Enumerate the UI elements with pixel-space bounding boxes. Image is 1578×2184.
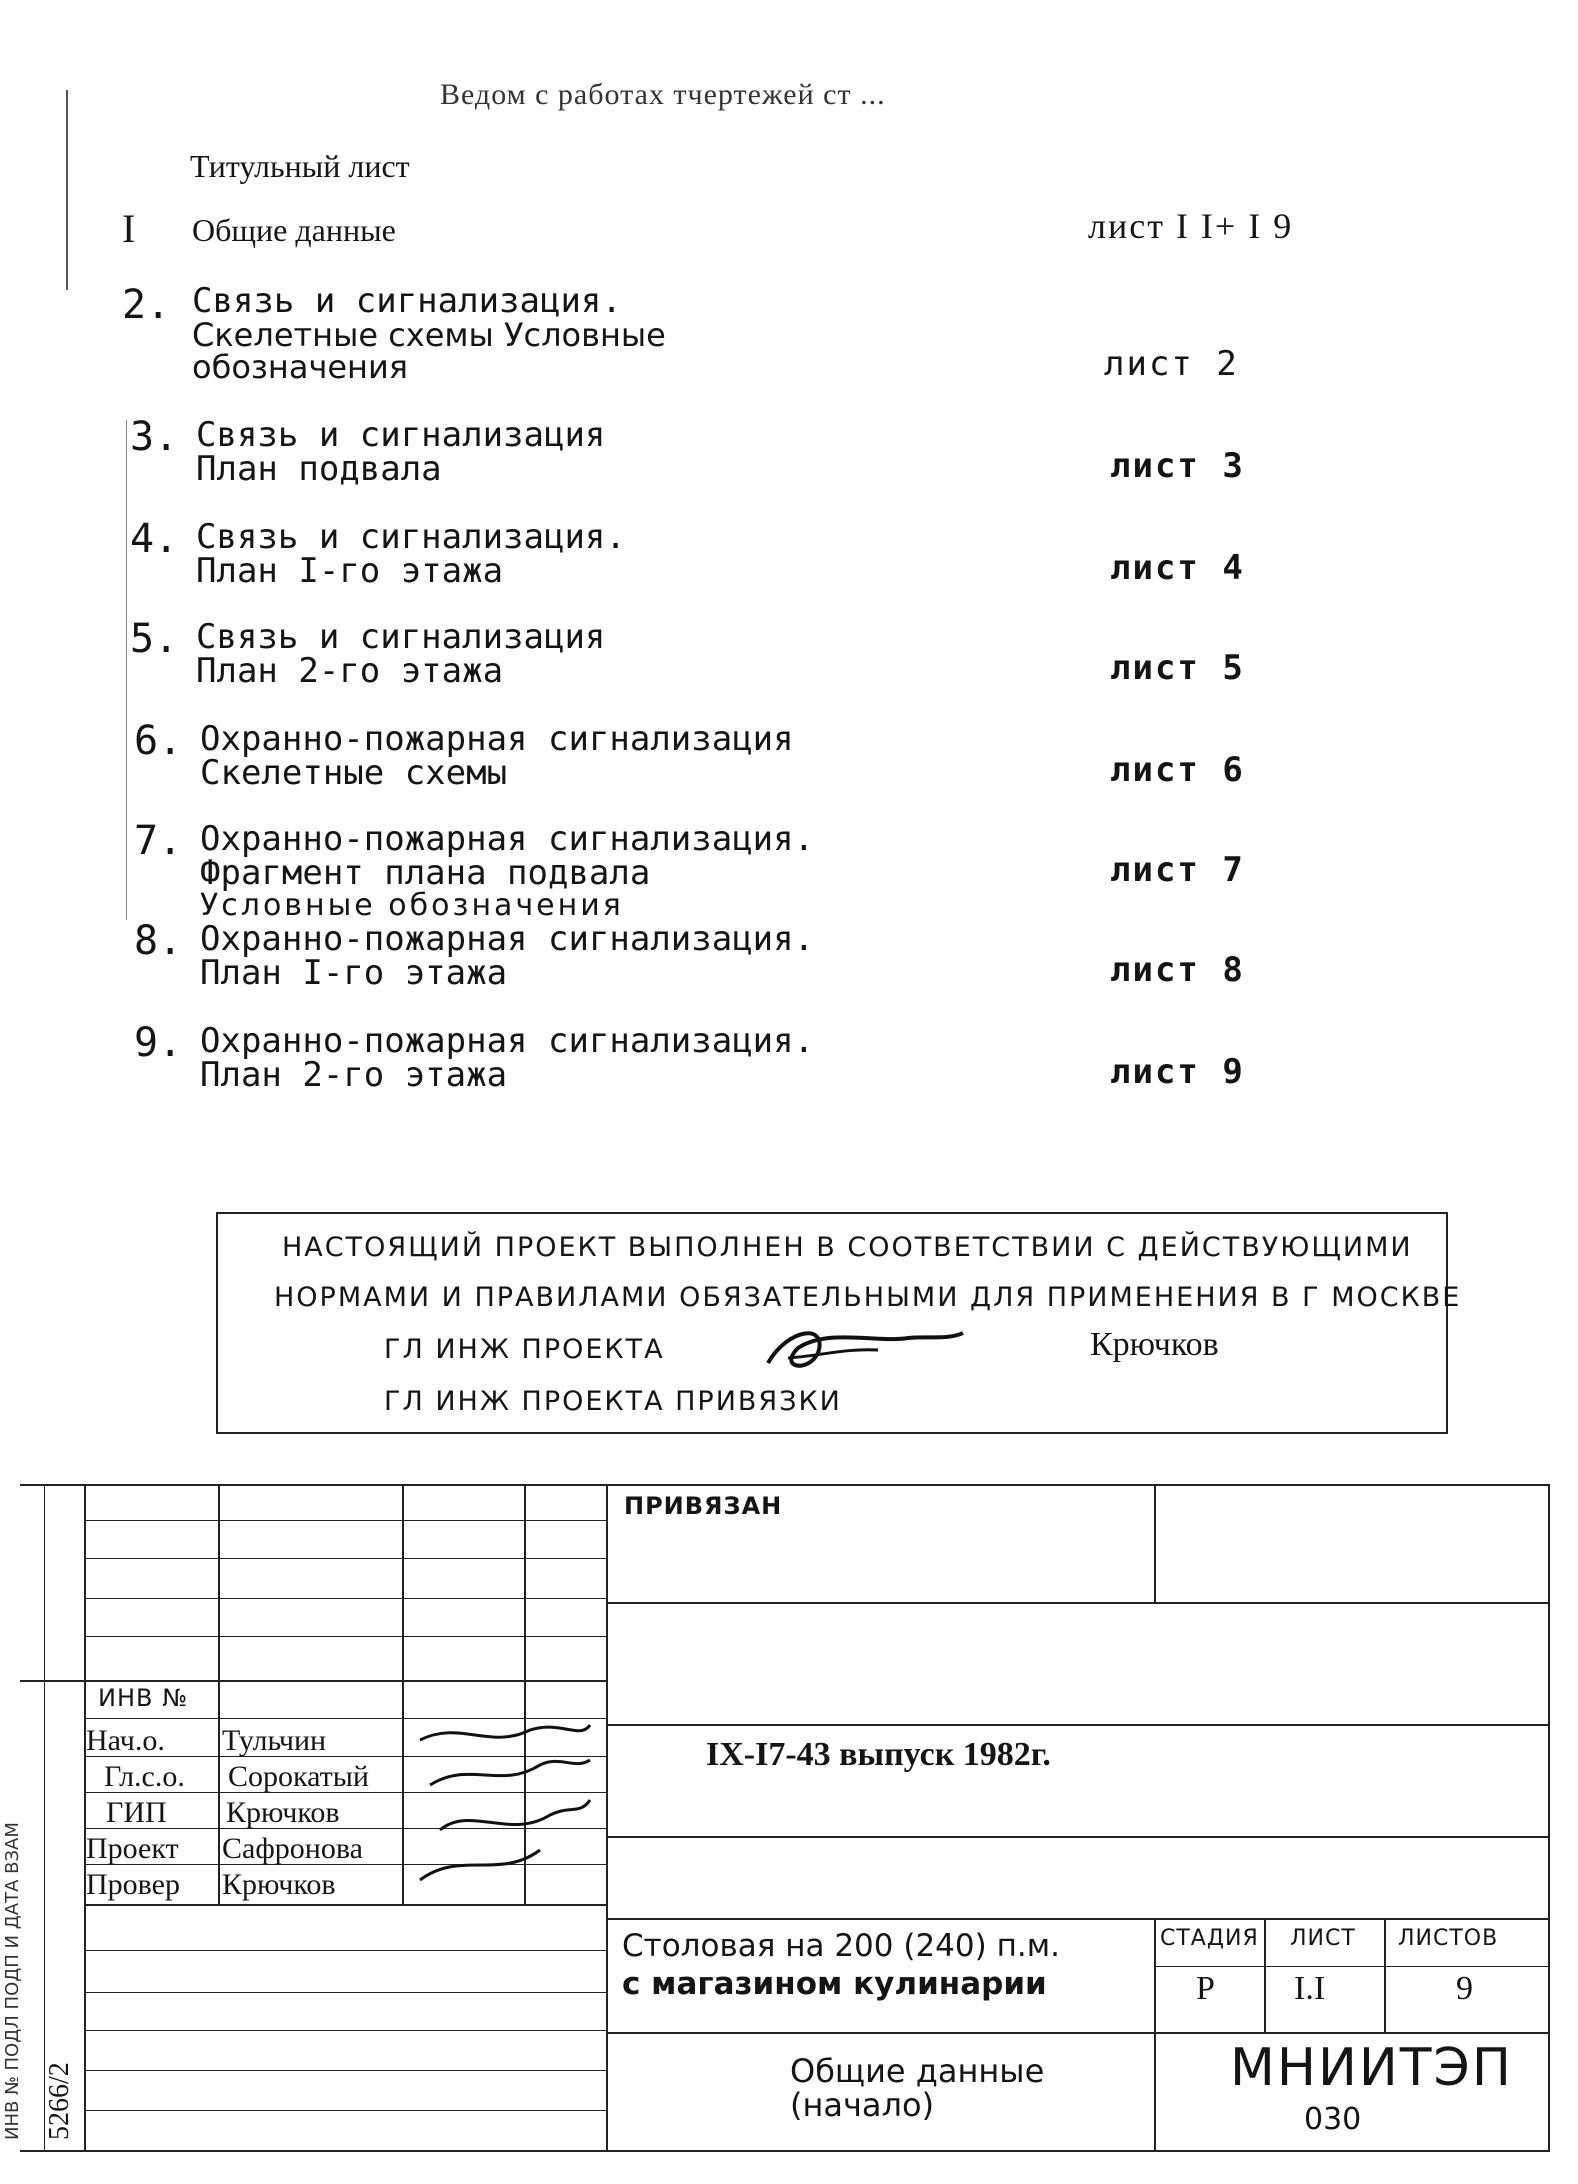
sheets-value: 9 xyxy=(1456,1970,1473,2007)
list-item-title: Охранно-пожарная сигнализация xyxy=(200,719,794,759)
list-item-sheet: лист 6 xyxy=(1110,750,1245,790)
role-label: Нач.о. xyxy=(86,1724,165,1757)
list-item-number: 9. xyxy=(134,1020,183,1066)
list-item-subtitle: План I-го этажа xyxy=(200,953,508,993)
list-item-number: 2. xyxy=(122,282,171,328)
list-item-subtitle: План 2-го этажа xyxy=(196,651,504,691)
role-name: Тульчин xyxy=(222,1724,327,1757)
list-item-subtitle: План I-го этажа xyxy=(196,551,504,591)
list-item-sheet: лист 8 xyxy=(1110,950,1245,990)
inventory-number: 5266/2 xyxy=(44,2062,75,2140)
list-item-sheet: лист 9 xyxy=(1110,1052,1245,1092)
list-item-subtitle: Скелетные схемы xyxy=(200,753,508,793)
document-header-title: Ведом с работах тчертежей ст ... xyxy=(440,78,886,111)
role-label: Провер xyxy=(86,1868,180,1901)
list-item-subtitle: Фрагмент плана подвала xyxy=(200,853,651,893)
left-guide-line xyxy=(126,420,127,920)
stage-value: Р xyxy=(1196,1970,1215,2007)
organization-code: 030 xyxy=(1304,2102,1362,2137)
list-item-title: Связь и сигнализация xyxy=(196,617,606,657)
list-item-subtitle: План подвала xyxy=(196,449,442,489)
title-page-label: Титульный лист xyxy=(190,148,410,184)
stamp-name: Крючков xyxy=(1090,1326,1219,1363)
role-label: Проект xyxy=(86,1832,179,1865)
list-item-title: Охранно-пожарная сигнализация. xyxy=(200,1021,815,1061)
role-name: Крючков xyxy=(222,1868,336,1901)
list-item-number: 7. xyxy=(134,818,183,864)
stamp-line-1: НАСТОЯЩИЙ ПРОЕКТ ВЫПОЛНЕН В СООТВЕТСТВИИ С ДЕЙСТВУЮЩИМИ xyxy=(282,1232,1413,1263)
sheet-title-line-2: (начало) xyxy=(790,2086,935,2124)
list-item-subtitle: обозначения xyxy=(192,348,408,386)
object-name-line-1: Столовая на 200 (240) п.м. xyxy=(622,1928,1060,1964)
list-item-subtitle: Скелетные схемы Условные xyxy=(192,316,666,354)
stamp-line-2: НОРМАМИ И ПРАВИЛАМИ ОБЯЗАТЕЛЬНЫМИ ДЛЯ ПРИМЕНЕНИЯ В Г МОСКВЕ xyxy=(274,1282,1462,1313)
signature-icon xyxy=(758,1318,978,1378)
left-margin-line xyxy=(66,90,68,290)
list-item-number: 5. xyxy=(130,616,179,662)
role-label: ГИП xyxy=(106,1796,167,1829)
organization-name: МНИИТЭП xyxy=(1230,2038,1513,2098)
list-item-number: I xyxy=(122,206,136,251)
object-name-line-2: с магазином кулинарии xyxy=(622,1966,1047,2002)
sheet-title-line-1: Общие данные xyxy=(790,2052,1045,2090)
list-item-subtitle: План 2-го этажа xyxy=(200,1055,508,1095)
list-item-title: Охранно-пожарная сигнализация. xyxy=(200,919,815,959)
stamp-line-4: ГЛ ИНЖ ПРОЕКТА ПРИВЯЗКИ xyxy=(384,1386,842,1417)
margin-labels: ИНВ № ПОДЛ ПОДП И ДАТА ВЗАМ xyxy=(2,1822,23,2140)
inv-number-label: ИНВ № xyxy=(98,1684,189,1712)
list-item-title: Связь и сигнализация. xyxy=(196,517,626,557)
list-item-sheet: лист 2 xyxy=(1104,344,1239,384)
compliance-stamp xyxy=(216,1212,1462,1434)
document-designation: IX-I7-43 выпуск 1982г. xyxy=(706,1736,1051,1773)
role-name: Крючков xyxy=(226,1796,340,1829)
list-item-number: 4. xyxy=(130,516,179,562)
list-item-sheet: лист 4 xyxy=(1110,548,1245,588)
role-label: Гл.с.о. xyxy=(104,1760,185,1793)
signatures-icon xyxy=(400,1720,600,1900)
list-item-number: 8. xyxy=(134,918,183,964)
list-item-sheet: лист 5 xyxy=(1110,648,1245,688)
list-item-note: Условные обозначения xyxy=(200,888,624,923)
list-item-number: 3. xyxy=(130,414,179,460)
role-name: Сорокатый xyxy=(228,1760,369,1793)
list-item-title: Охранно-пожарная сигнализация. xyxy=(200,819,815,859)
sheets-header: ЛИСТОВ xyxy=(1398,1926,1499,1951)
sheet-value: I.I xyxy=(1294,1970,1326,2007)
list-item-sheet: лист 7 xyxy=(1110,850,1245,890)
list-item-title: Общие данные xyxy=(192,212,396,248)
sheet-header: ЛИСТ xyxy=(1290,1926,1356,1951)
role-name: Сафронова xyxy=(222,1832,363,1865)
privyazan-label: ПРИВЯЗАН xyxy=(624,1492,783,1520)
stamp-line-3: ГЛ ИНЖ ПРОЕКТА xyxy=(384,1334,665,1365)
list-item-title: Связь и сигнализация. xyxy=(192,281,622,321)
list-item-sheet: лист I I+ I 9 xyxy=(1088,206,1294,246)
stage-header: СТАДИЯ xyxy=(1160,1926,1259,1951)
list-item-title: Связь и сигнализация xyxy=(196,415,606,455)
list-item-sheet: лист 3 xyxy=(1110,446,1245,486)
list-item-number: 6. xyxy=(134,718,183,764)
